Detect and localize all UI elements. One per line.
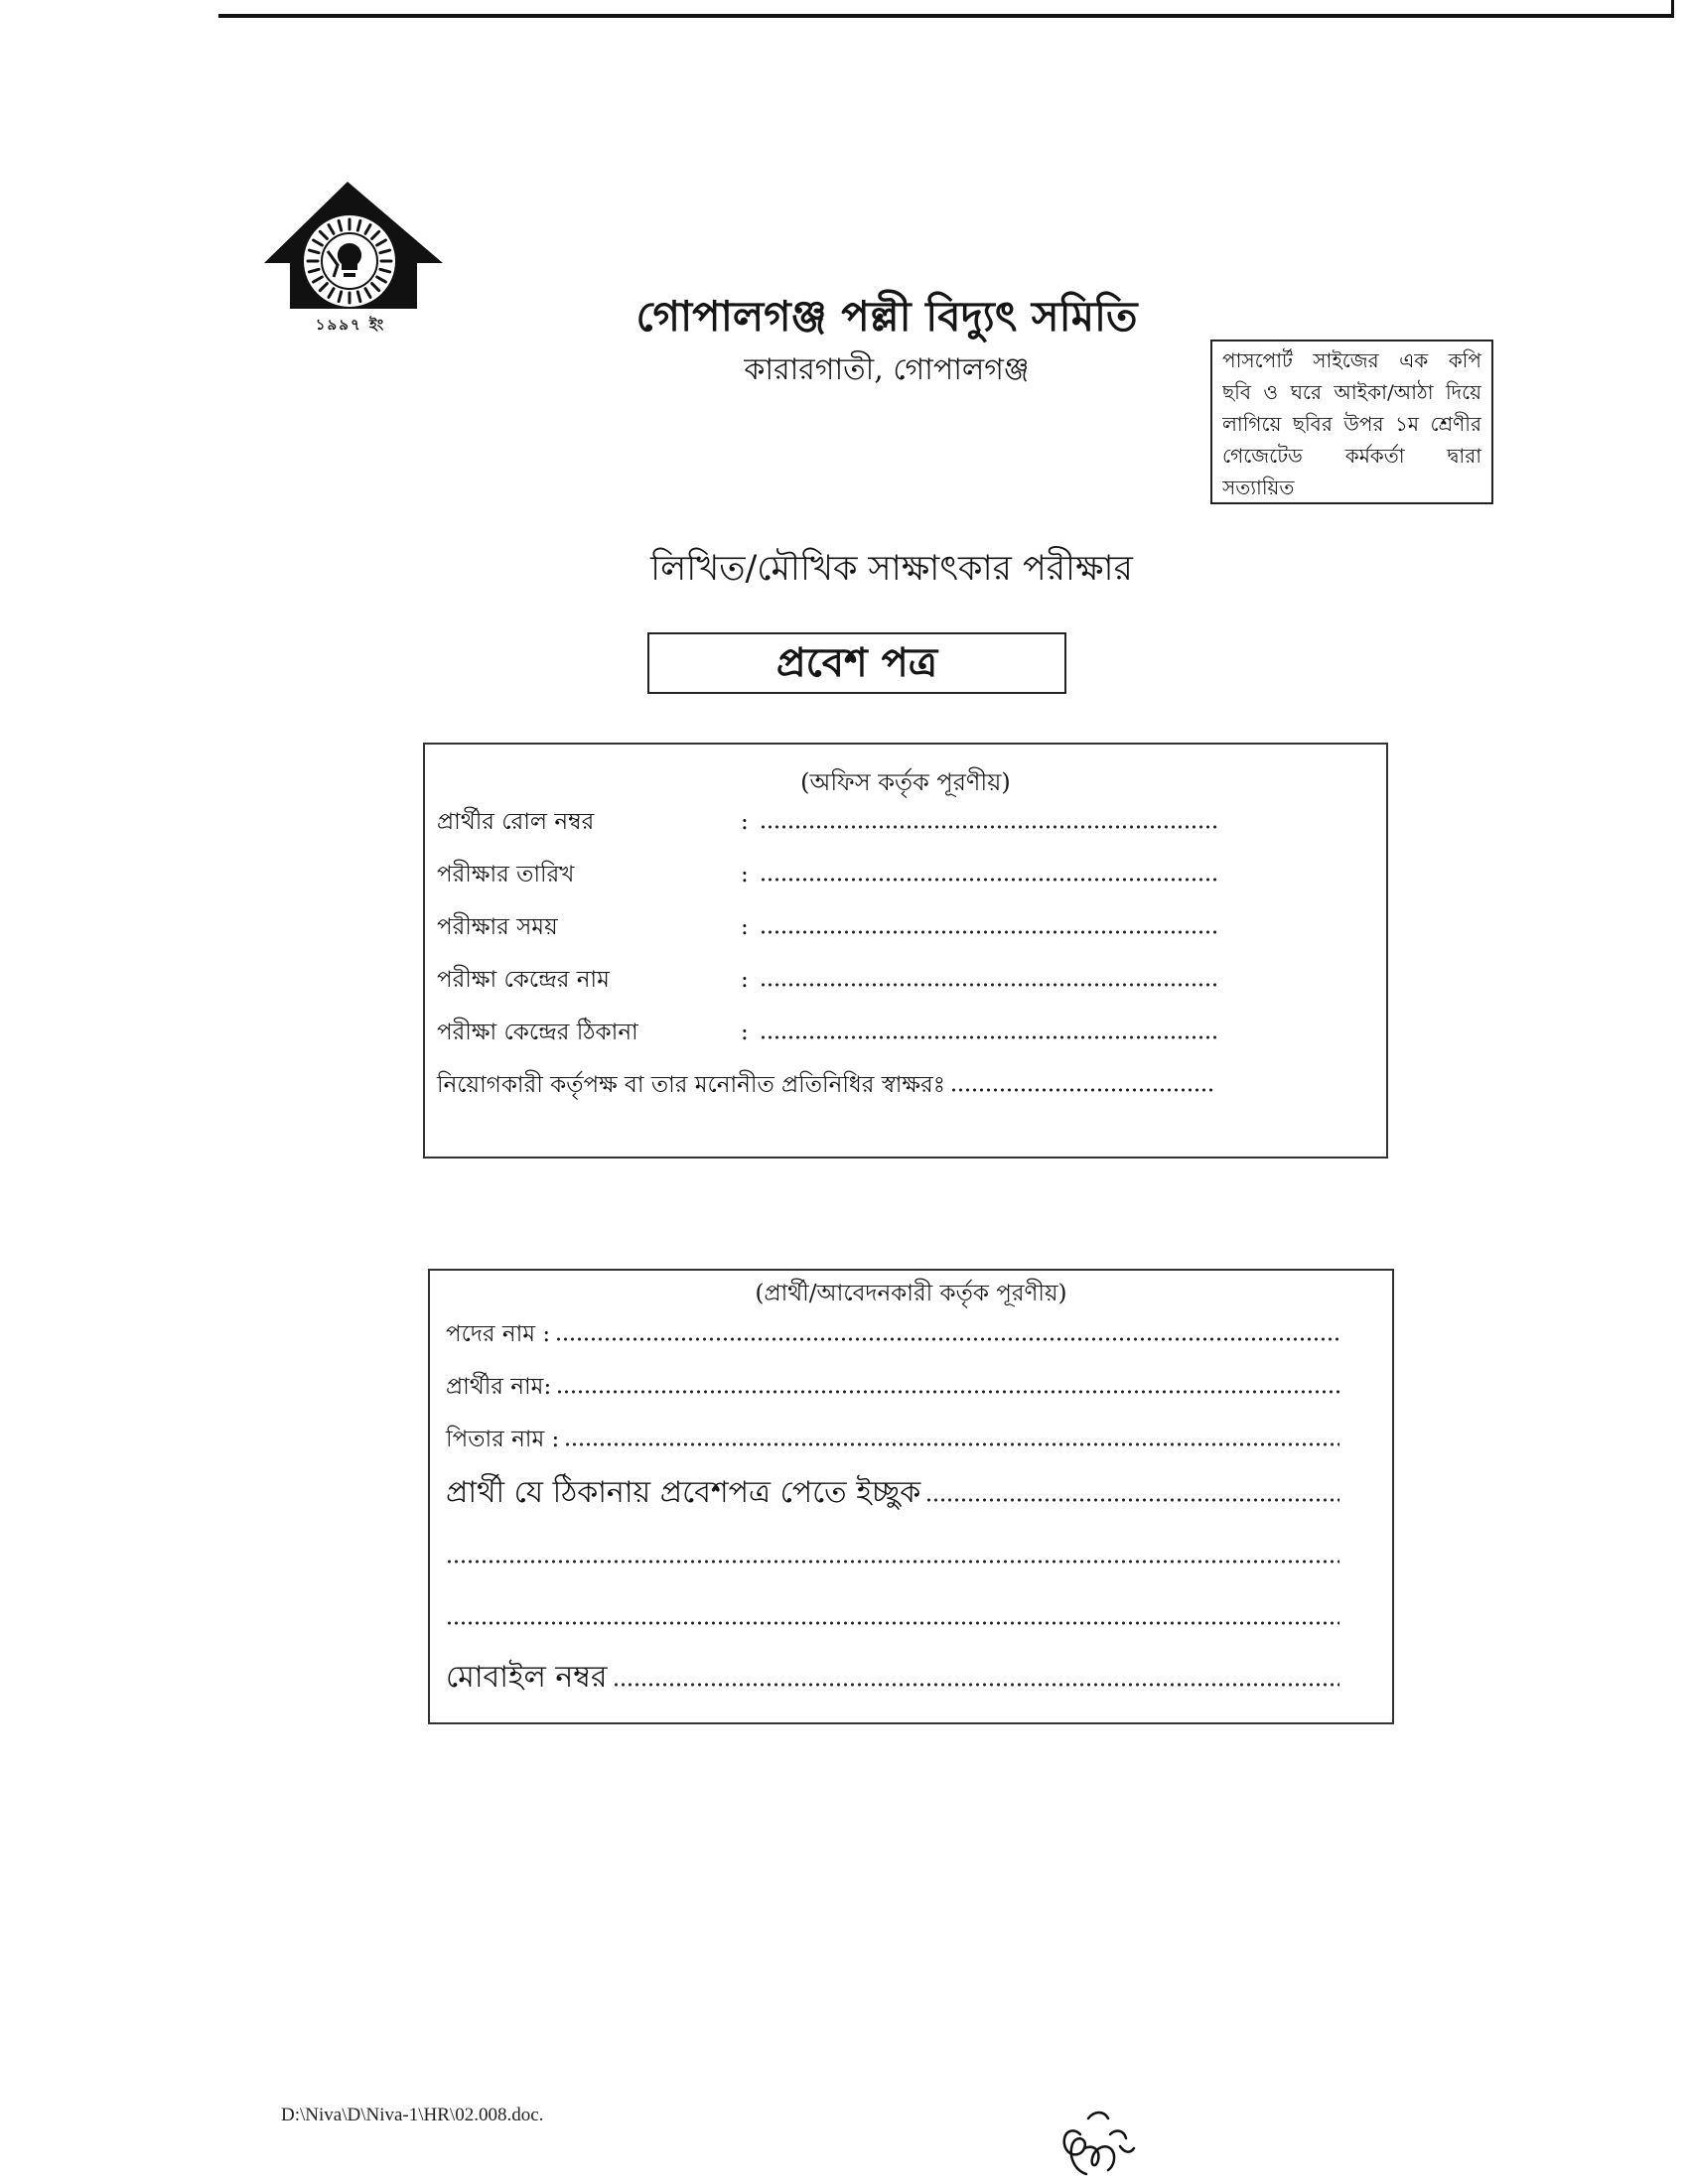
field-label: পদের নাম : (446, 1321, 551, 1347)
field-separator: : (741, 967, 749, 993)
field-exam-center-address (437, 1007, 1216, 1059)
field-separator: : (741, 914, 749, 940)
dotted-leader (760, 878, 1216, 882)
dotted-leader (760, 930, 1216, 934)
admit-card-title-box (647, 632, 1066, 694)
field-separator: : (741, 809, 749, 835)
field-mailing-address (446, 1466, 1339, 1520)
field-label: পরীক্ষা কেন্দ্রের নাম (437, 967, 610, 993)
dotted-leader (760, 983, 1216, 987)
top-rule (218, 14, 1674, 18)
dotted-leader (950, 1088, 1216, 1092)
field-label: নিয়োগকারী কর্তৃপক্ষ বা তার মনোনীত প্রতিনিধির স্বাক্ষরঃ (437, 1072, 945, 1098)
field-label: পিতার নাম : (446, 1427, 560, 1452)
dotted-leader (555, 1337, 1339, 1341)
field-label: প্রার্থীর রোল নম্বর (437, 809, 595, 835)
dotted-leader (613, 1683, 1339, 1687)
field-label: পরীক্ষার সময় (437, 914, 558, 940)
applicant-section-heading: (প্রার্থী/আবেদনকারী কর্তৃক পূরণীয়) (755, 1281, 1067, 1306)
office-section-heading: (অফিস কর্তৃক পূরণীয়) (800, 768, 1011, 796)
field-label: প্রার্থী যে ঠিকানায় প্রবেশপত্র পেতে ইচ্ছুক (446, 1475, 921, 1510)
field-label: পরীক্ষার তারিখ (437, 862, 575, 887)
field-label: পরীক্ষা কেন্দ্রের ঠিকানা (437, 1020, 638, 1045)
field-separator: : (741, 862, 749, 887)
photo-instruction-line: সত্যায়িত (1222, 476, 1295, 499)
field-roll-number (437, 796, 1216, 849)
field-label: মোবাইল নম্বর (446, 1660, 608, 1695)
photo-instruction-line: লাগিয়ে ছবির উপর ১ম শ্রেণীর (1222, 412, 1481, 436)
applicant-section (428, 1269, 1394, 1724)
field-applicant-name (446, 1361, 1339, 1414)
field-mobile-number (446, 1643, 1339, 1712)
dotted-leader (446, 1560, 1339, 1564)
dotted-leader (925, 1498, 1339, 1502)
field-label: প্রার্থীর নাম: (446, 1374, 552, 1400)
office-fields (437, 796, 1216, 1112)
address-line-blank (446, 1520, 1339, 1581)
file-path-footer: D:\Niva\D\Niva-1\HR\02.008.doc. (281, 2105, 544, 2125)
photo-instruction-line: গেজেটেড কর্মকর্তা দ্বারা (1222, 444, 1481, 468)
organization-address: কারারগাতী, গোপালগঞ্জ (744, 352, 1030, 387)
house-emblem-icon (264, 182, 443, 313)
field-exam-time (437, 901, 1216, 954)
dotted-leader (760, 1035, 1216, 1039)
top-corner-rule (1671, 0, 1674, 18)
field-exam-center-name (437, 954, 1216, 1007)
field-authority-signature (437, 1059, 1216, 1112)
organization-title: গোপালগঞ্জ পল্লী বিদ্যুৎ সমিতি (635, 292, 1138, 341)
field-exam-date (437, 849, 1216, 901)
photo-instruction-line: ছবি ও ঘরে আইকা/আঠা দিয়ে (1222, 380, 1481, 404)
photo-placeholder-box (1210, 340, 1493, 504)
admit-card-title: প্রবেশ পত্র (775, 639, 938, 686)
logo-year-text: ১৯৯৭ ইং (315, 316, 386, 334)
office-section (423, 743, 1388, 1159)
address-line-blank (446, 1581, 1339, 1643)
dotted-leader (556, 1390, 1339, 1394)
field-father-name (446, 1414, 1339, 1466)
field-separator: : (741, 1020, 749, 1045)
photo-instruction-line: পাসপোর্ট সাইজের এক কপি (1222, 348, 1481, 372)
dotted-leader (564, 1442, 1339, 1446)
dotted-leader (446, 1621, 1339, 1625)
exam-heading: লিখিত/মৌখিক সাক্ষাৎকার পরীক্ষার (650, 549, 1133, 589)
dotted-leader (760, 825, 1216, 829)
applicant-fields (446, 1308, 1339, 1712)
handwritten-signature-icon (1051, 2105, 1140, 2182)
field-post-name (446, 1308, 1339, 1361)
